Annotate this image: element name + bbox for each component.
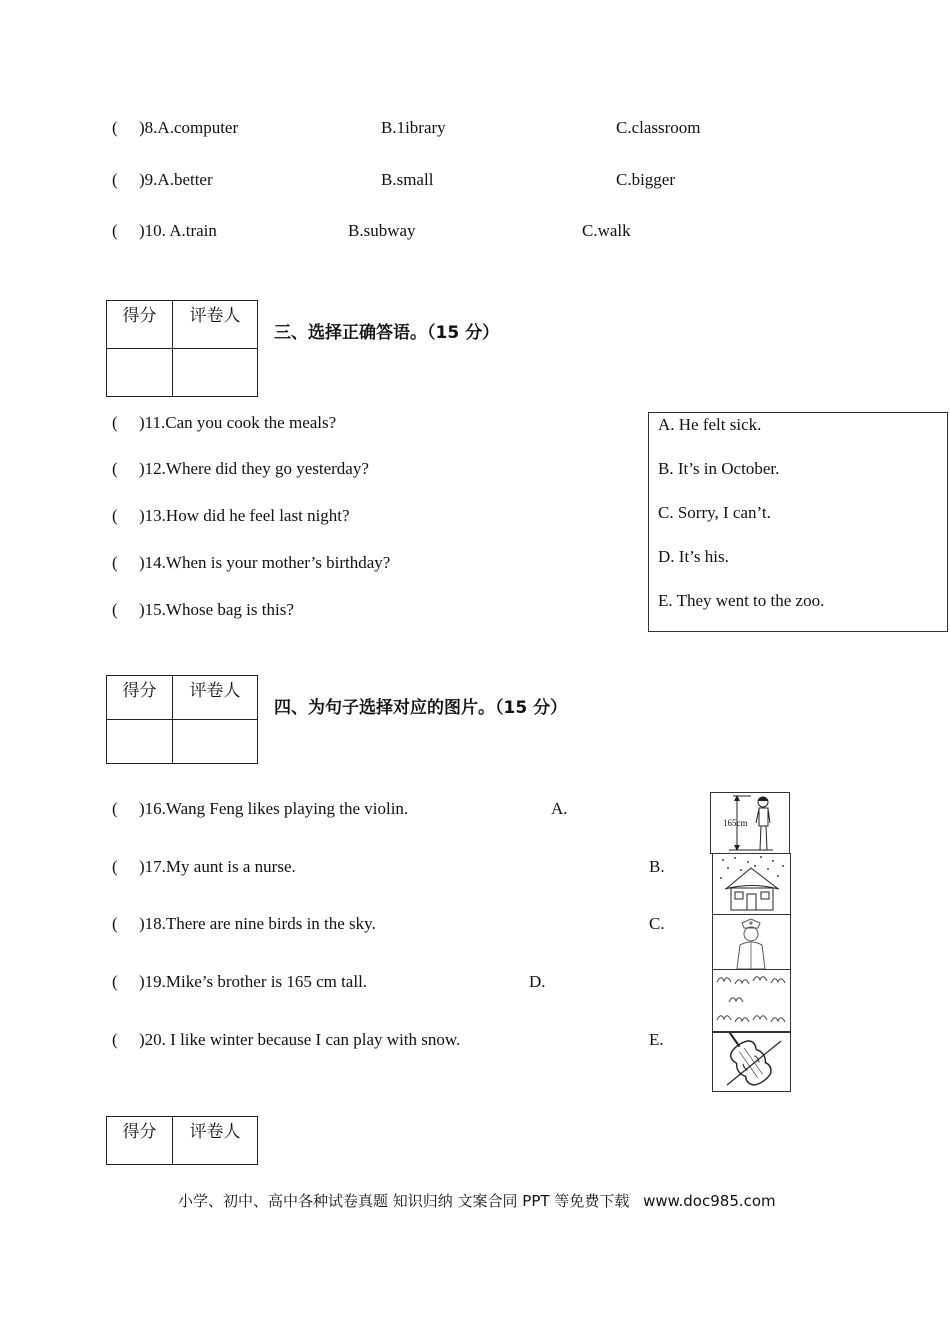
score-table: [106, 1116, 258, 1165]
paren: (: [112, 799, 118, 818]
picture-nurse: [712, 914, 791, 970]
grader-cell[interactable]: [173, 720, 258, 764]
option-c: C.bigger: [616, 170, 676, 189]
score-cell[interactable]: [107, 349, 173, 397]
picture-violin: [712, 1032, 791, 1092]
question-20: )20. I like winter because I can play with snow.: [139, 1030, 461, 1049]
picture-birds: [712, 969, 791, 1032]
nurse-icon: [713, 915, 790, 969]
grader-label: 评卷人: [173, 1117, 258, 1165]
picture-letter-c: C.: [649, 914, 665, 933]
question-18: )18.There are nine birds in the sky.: [139, 914, 376, 933]
option-c: C.walk: [582, 221, 631, 240]
option-b: B.subway: [348, 221, 416, 240]
option-c: C.classroom: [616, 118, 701, 137]
violin-icon: [713, 1033, 790, 1091]
paren: (: [112, 553, 118, 572]
picture-snow-house: [712, 853, 791, 915]
picture-letter-a: A.: [551, 799, 568, 818]
paren: (: [112, 506, 118, 525]
picture-letter-b: B.: [649, 857, 665, 876]
picture-height: [710, 792, 790, 854]
paren: (: [112, 972, 118, 991]
paren: (: [112, 857, 118, 876]
answer-c: C. Sorry, I can’t.: [658, 503, 771, 522]
snow-house-icon: [713, 854, 790, 914]
answer-e: E. They went to the zoo.: [658, 591, 825, 610]
answer-a: A. He felt sick.: [658, 415, 762, 434]
paren: (: [112, 914, 118, 933]
height-label: 165cm: [723, 818, 748, 828]
question-17: )17.My aunt is a nurse.: [139, 857, 296, 876]
option-b: B.small: [381, 170, 434, 189]
answer-d: D. It’s his.: [658, 547, 729, 566]
question-14: )14.When is your mother’s birthday?: [139, 553, 391, 572]
paren: (: [112, 413, 118, 432]
question-text: )9.A.better: [139, 170, 213, 189]
question-11: )11.Can you cook the meals?: [139, 413, 337, 432]
page-footer: [178, 1190, 776, 1211]
grader-label: 评卷人: [173, 676, 258, 720]
paren: (: [112, 221, 118, 240]
paren: (: [112, 1030, 118, 1049]
question-15: )15.Whose bag is this?: [139, 600, 294, 619]
answer-box: [648, 412, 948, 632]
question-16: )16.Wang Feng likes playing the violin.: [139, 799, 409, 818]
picture-letter-d: D.: [529, 972, 546, 991]
footer-text: 小学、初中、高中各种试卷真题 知识归纳 文案合同 PPT 等免费下载: [178, 1192, 630, 1210]
section-4-heading: 四、为句子选择对应的图片。（15 分）: [274, 698, 568, 718]
paren: (: [112, 459, 118, 478]
grader-cell[interactable]: [173, 349, 258, 397]
question-text: )10. A.train: [139, 221, 217, 240]
picture-letter-e: E.: [649, 1030, 664, 1049]
birds-icon: [713, 970, 790, 1031]
score-table: [106, 675, 258, 764]
footer-url[interactable]: www.doc985.com: [643, 1192, 776, 1210]
paren: (: [112, 118, 118, 137]
question-12: )12.Where did they go yesterday?: [139, 459, 369, 478]
answer-b: B. It’s in October.: [658, 459, 780, 478]
question-13: )13.How did he feel last night?: [139, 506, 350, 525]
option-b: B.1ibrary: [381, 118, 446, 137]
grader-label: 评卷人: [173, 301, 258, 349]
score-label: 得分: [107, 1117, 173, 1165]
paren: (: [112, 170, 118, 189]
question-text: )8.A.computer: [139, 118, 239, 137]
question-19: )19.Mike’s brother is 165 cm tall.: [139, 972, 368, 991]
paren: (: [112, 600, 118, 619]
score-table: [106, 300, 258, 397]
score-label: 得分: [107, 301, 173, 349]
score-cell[interactable]: [107, 720, 173, 764]
section-3-heading: 三、选择正确答语。（15 分）: [274, 323, 500, 343]
score-label: 得分: [107, 676, 173, 720]
